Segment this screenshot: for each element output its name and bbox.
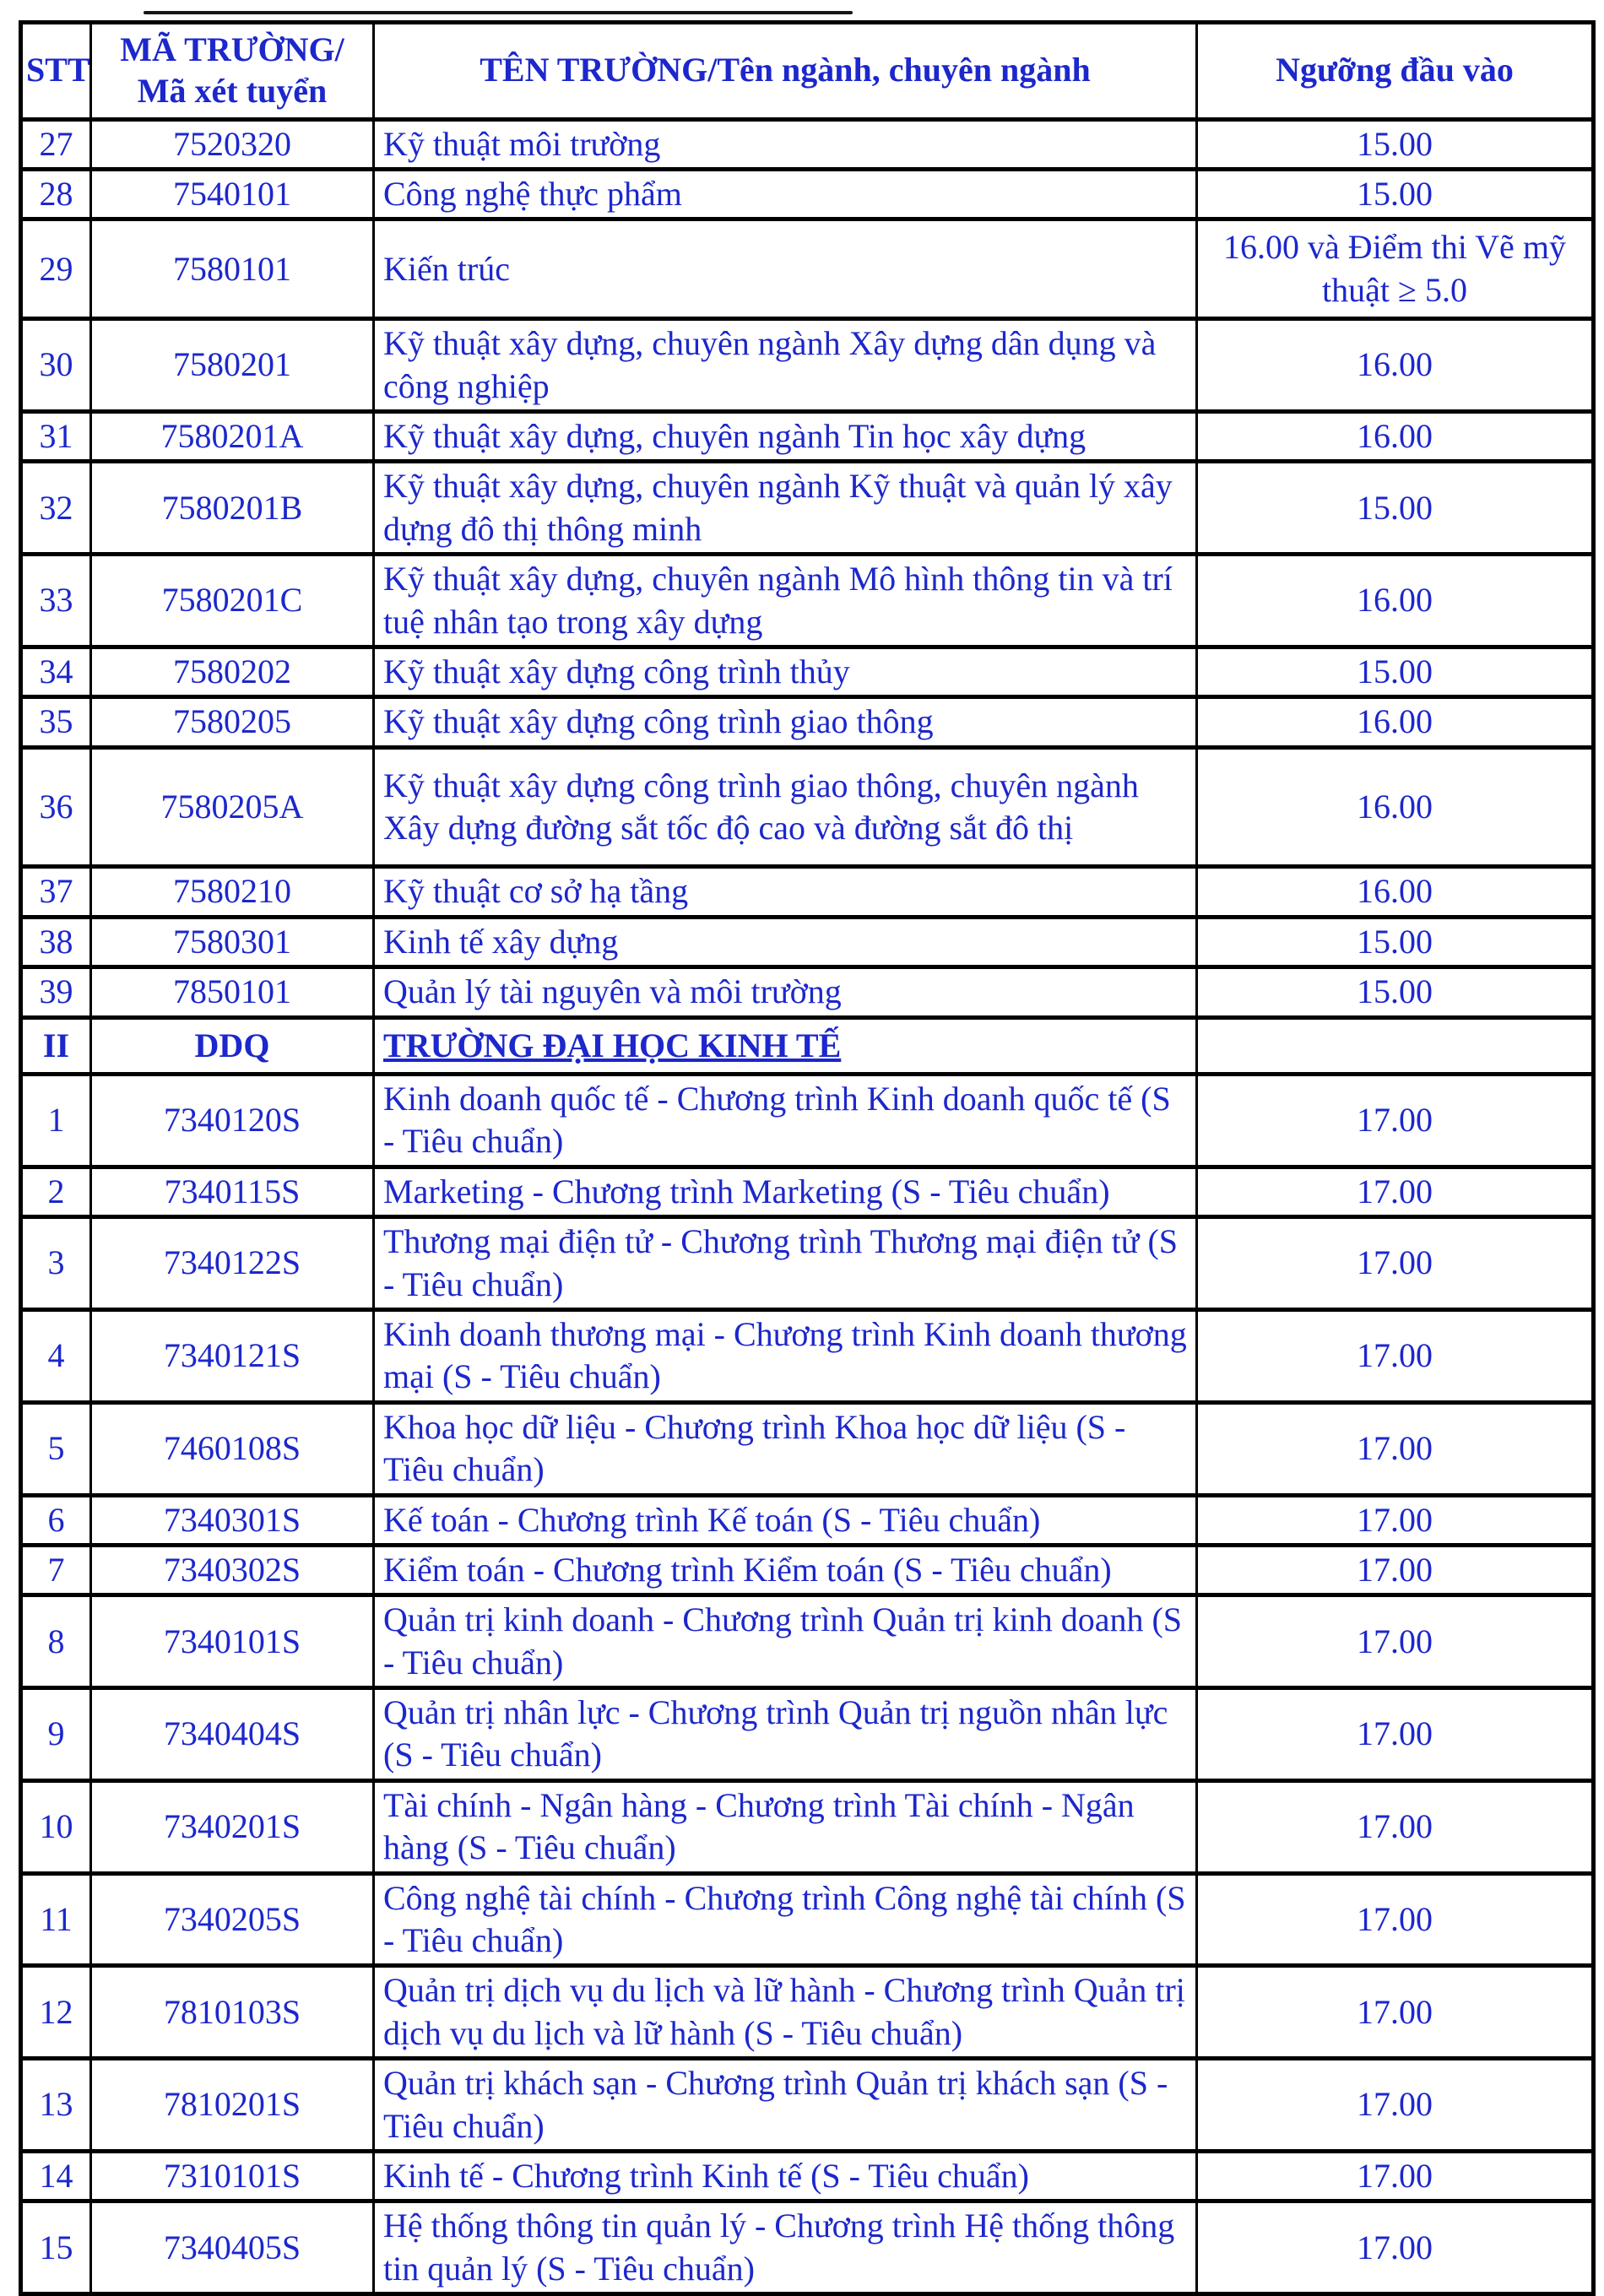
row-stt: 3 — [21, 1217, 91, 1310]
row-threshold: 17.00 — [1197, 1873, 1594, 1966]
row-code: 7810103S — [91, 1966, 374, 2059]
row-name: Kỹ thuật cơ sở hạ tầng — [374, 867, 1197, 917]
row-name: Kỹ thuật môi trường — [374, 119, 1197, 169]
row-stt: 33 — [21, 555, 91, 647]
row-code: 7340120S — [91, 1075, 374, 1167]
row-stt: 12 — [21, 1966, 91, 2059]
table-row — [21, 1495, 1594, 1545]
row-code: 7340301S — [91, 1495, 374, 1545]
table-row — [21, 967, 1594, 1017]
row-name: TRƯỜNG ĐẠI HỌC KINH TẾ — [374, 1017, 1197, 1074]
table-row — [21, 169, 1594, 219]
row-stt: 29 — [21, 219, 91, 319]
header-row — [21, 23, 1594, 120]
row-name: Kinh doanh thương mại - Chương trình Kinh doanh thương mại (S - Tiêu chuẩn) — [374, 1309, 1197, 1402]
table-row — [21, 1780, 1594, 1873]
table-header — [21, 23, 1594, 120]
row-name: Kinh doanh quốc tế - Chương trình Kinh doanh quốc tế (S - Tiêu chuẩn) — [374, 1075, 1197, 1167]
row-threshold: 15.00 — [1197, 119, 1594, 169]
row-name: Kinh tế xây dựng — [374, 917, 1197, 967]
table-row — [21, 647, 1594, 696]
row-threshold: 15.00 — [1197, 647, 1594, 696]
row-threshold — [1197, 1017, 1594, 1074]
row-name: Kỹ thuật xây dựng, chuyên ngành Xây dựng dân dụng và công nghiệp — [374, 319, 1197, 412]
row-code: 7340404S — [91, 1688, 374, 1781]
header-school-code — [91, 23, 374, 120]
row-stt: 4 — [21, 1309, 91, 1402]
table-row — [21, 1217, 1594, 1310]
row-code: 7340121S — [91, 1309, 374, 1402]
row-stt: 32 — [21, 462, 91, 555]
scan-artifact-line — [144, 11, 853, 14]
row-code: 7580201A — [91, 411, 374, 461]
row-name: Công nghệ tài chính - Chương trình Công nghệ tài chính (S - Tiêu chuẩn) — [374, 1873, 1197, 1966]
row-code: 7580201B — [91, 462, 374, 555]
row-code: 7580201C — [91, 555, 374, 647]
row-name: Kỹ thuật xây dựng công trình thủy — [374, 647, 1197, 696]
row-name: Kinh tế - Chương trình Kinh tế (S - Tiêu chuẩn) — [374, 2152, 1197, 2201]
table-row — [21, 747, 1594, 867]
row-threshold: 17.00 — [1197, 1167, 1594, 1216]
row-code: 7540101 — [91, 169, 374, 219]
row-stt: 2 — [21, 1167, 91, 1216]
table-row — [21, 1167, 1594, 1216]
row-stt: 39 — [21, 967, 91, 1017]
row-stt: 15 — [21, 2201, 91, 2294]
table-row — [21, 1688, 1594, 1781]
row-stt: 13 — [21, 2059, 91, 2152]
row-code: 7580202 — [91, 647, 374, 696]
table-row — [21, 1966, 1594, 2059]
row-threshold: 17.00 — [1197, 1309, 1594, 1402]
row-code: DDQ — [91, 1017, 374, 1074]
row-stt: 5 — [21, 1402, 91, 1495]
row-code: 7580101 — [91, 219, 374, 319]
row-stt: 6 — [21, 1495, 91, 1545]
row-code: 7340201S — [91, 1780, 374, 1873]
row-threshold: 16.00 — [1197, 747, 1594, 867]
table-row — [21, 119, 1594, 169]
row-stt: 9 — [21, 1688, 91, 1781]
row-code: 7340101S — [91, 1595, 374, 1688]
row-stt: 35 — [21, 697, 91, 747]
row-threshold: 15.00 — [1197, 917, 1594, 967]
table-row — [21, 462, 1594, 555]
row-stt: 1 — [21, 1075, 91, 1167]
row-code: 7340122S — [91, 1217, 374, 1310]
table-row — [21, 697, 1594, 747]
table-row — [21, 2201, 1594, 2294]
row-name: Quản lý tài nguyên và môi trường — [374, 967, 1197, 1017]
row-stt: 38 — [21, 917, 91, 967]
row-code: 7850101 — [91, 967, 374, 1017]
row-name: Quản trị dịch vụ du lịch và lữ hành - Chương trình Quản trị dịch vụ du lịch và lữ hành (S - Tiêu chuẩn) — [374, 1966, 1197, 2059]
row-threshold: 17.00 — [1197, 1075, 1594, 1167]
table-row — [21, 1075, 1594, 1167]
row-name: Kỹ thuật xây dựng công trình giao thông — [374, 697, 1197, 747]
table-body — [21, 119, 1594, 2294]
row-threshold: 15.00 — [1197, 169, 1594, 219]
row-name: Công nghệ thực phẩm — [374, 169, 1197, 219]
table-row — [21, 1545, 1594, 1595]
row-code: 7580205A — [91, 747, 374, 867]
row-name: Quản trị nhân lực - Chương trình Quản trị nguồn nhân lực (S - Tiêu chuẩn) — [374, 1688, 1197, 1781]
admission-threshold-table — [19, 20, 1596, 2296]
row-stt: 36 — [21, 747, 91, 867]
table-row — [21, 411, 1594, 461]
row-stt: 11 — [21, 1873, 91, 1966]
row-threshold: 17.00 — [1197, 1217, 1594, 1310]
row-name: Hệ thống thông tin quản lý - Chương trình Hệ thống thông tin quản lý (S - Tiêu chuẩn) — [374, 2201, 1197, 2294]
row-code: 7310101S — [91, 2152, 374, 2201]
row-threshold: 17.00 — [1197, 1402, 1594, 1495]
header-entry-threshold: Ngưỡng đầu vào — [1197, 23, 1594, 120]
row-threshold: 17.00 — [1197, 1780, 1594, 1873]
row-threshold: 17.00 — [1197, 1545, 1594, 1595]
row-stt: II — [21, 1017, 91, 1074]
row-name: Kiến trúc — [374, 219, 1197, 319]
table-row — [21, 1402, 1594, 1495]
row-name: Thương mại điện tử - Chương trình Thương mại điện tử (S - Tiêu chuẩn) — [374, 1217, 1197, 1310]
row-code: 7580201 — [91, 319, 374, 412]
row-threshold: 17.00 — [1197, 2152, 1594, 2201]
table-row — [21, 1309, 1594, 1402]
row-stt: 30 — [21, 319, 91, 412]
table-row — [21, 917, 1594, 967]
table-row — [21, 2059, 1594, 2152]
row-stt: 37 — [21, 867, 91, 917]
row-threshold: 16.00 — [1197, 411, 1594, 461]
row-code: 7340205S — [91, 1873, 374, 1966]
row-name: Kỹ thuật xây dựng, chuyên ngành Tin học xây dựng — [374, 411, 1197, 461]
row-name: Kỹ thuật xây dựng, chuyên ngành Mô hình thông tin và trí tuệ nhân tạo trong xây dựng — [374, 555, 1197, 647]
table-row — [21, 219, 1594, 319]
row-stt: 8 — [21, 1595, 91, 1688]
row-name: Marketing - Chương trình Marketing (S - Tiêu chuẩn) — [374, 1167, 1197, 1216]
row-threshold: 16.00 và Điểm thi Vẽ mỹ thuật ≥ 5.0 — [1197, 219, 1594, 319]
row-stt: 34 — [21, 647, 91, 696]
section-row — [21, 1017, 1594, 1074]
row-code: 7810201S — [91, 2059, 374, 2152]
table-row — [21, 1873, 1594, 1966]
row-stt: 27 — [21, 119, 91, 169]
row-name: Quản trị kinh doanh - Chương trình Quản trị kinh doanh (S - Tiêu chuẩn) — [374, 1595, 1197, 1688]
row-stt: 14 — [21, 2152, 91, 2201]
row-name: Tài chính - Ngân hàng - Chương trình Tài chính - Ngân hàng (S - Tiêu chuẩn) — [374, 1780, 1197, 1873]
row-code: 7340302S — [91, 1545, 374, 1595]
row-stt: 7 — [21, 1545, 91, 1595]
row-name: Kỹ thuật xây dựng, chuyên ngành Kỹ thuật và quản lý xây dựng đô thị thông minh — [374, 462, 1197, 555]
row-code: 7520320 — [91, 119, 374, 169]
row-code: 7340115S — [91, 1167, 374, 1216]
header-school-code-line2: Mã xét tuyển — [137, 71, 328, 110]
row-code: 7580210 — [91, 867, 374, 917]
row-threshold: 16.00 — [1197, 697, 1594, 747]
row-stt: 10 — [21, 1780, 91, 1873]
table-row — [21, 1595, 1594, 1688]
row-threshold: 15.00 — [1197, 462, 1594, 555]
row-threshold: 17.00 — [1197, 2059, 1594, 2152]
row-threshold: 17.00 — [1197, 1966, 1594, 2059]
table-row — [21, 2152, 1594, 2201]
table-row — [21, 319, 1594, 412]
header-stt: STT — [21, 23, 91, 120]
row-code: 7460108S — [91, 1402, 374, 1495]
row-code: 7580205 — [91, 697, 374, 747]
row-name: Kiểm toán - Chương trình Kiểm toán (S - Tiêu chuẩn) — [374, 1545, 1197, 1595]
row-threshold: 15.00 — [1197, 967, 1594, 1017]
row-threshold: 17.00 — [1197, 1688, 1594, 1781]
table-row — [21, 555, 1594, 647]
row-threshold: 17.00 — [1197, 2201, 1594, 2294]
row-name: Kế toán - Chương trình Kế toán (S - Tiêu chuẩn) — [374, 1495, 1197, 1545]
header-school-code-line1: MÃ TRƯỜNG/ — [120, 30, 344, 68]
row-threshold: 17.00 — [1197, 1595, 1594, 1688]
header-school-name: TÊN TRƯỜNG/Tên ngành, chuyên ngành — [374, 23, 1197, 120]
table-row — [21, 867, 1594, 917]
row-name: Quản trị khách sạn - Chương trình Quản trị khách sạn (S - Tiêu chuẩn) — [374, 2059, 1197, 2152]
row-threshold: 17.00 — [1197, 1495, 1594, 1545]
row-stt: 31 — [21, 411, 91, 461]
row-name: Khoa học dữ liệu - Chương trình Khoa học dữ liệu (S - Tiêu chuẩn) — [374, 1402, 1197, 1495]
row-stt: 28 — [21, 169, 91, 219]
row-code: 7340405S — [91, 2201, 374, 2294]
row-threshold: 16.00 — [1197, 867, 1594, 917]
row-threshold: 16.00 — [1197, 319, 1594, 412]
row-threshold: 16.00 — [1197, 555, 1594, 647]
row-name: Kỹ thuật xây dựng công trình giao thông, chuyên ngành Xây dựng đường sắt tốc độ cao và đường sắt đô thị — [374, 747, 1197, 867]
row-code: 7580301 — [91, 917, 374, 967]
